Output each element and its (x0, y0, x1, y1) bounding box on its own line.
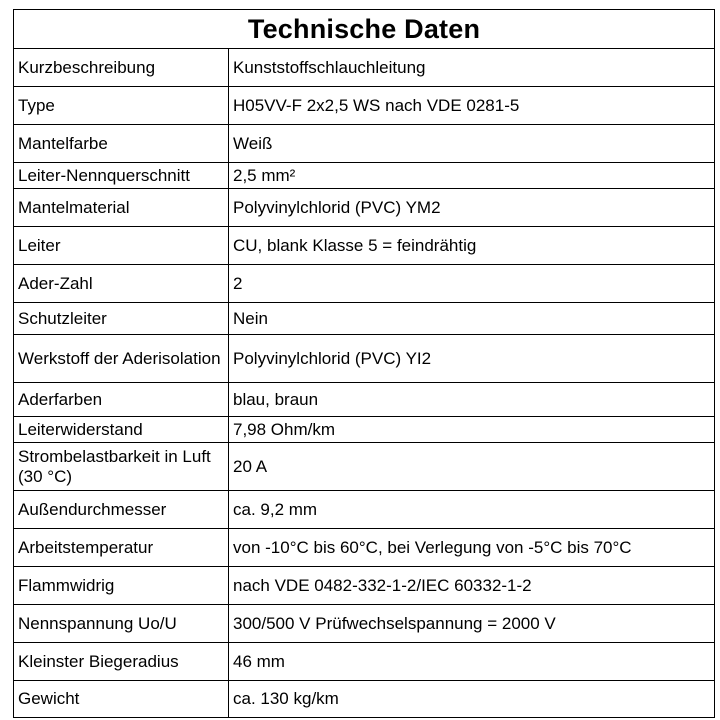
row-label: Leiterwiderstand (14, 417, 229, 443)
row-value: 2,5 mm² (229, 163, 715, 189)
table-row (14, 383, 715, 417)
table-row (14, 605, 715, 643)
row-value: von -10°C bis 60°C, bei Verlegung von -5°C bis 70°C (229, 529, 715, 567)
table-row (14, 643, 715, 681)
table-row (14, 125, 715, 163)
row-label: Arbeitstemperatur (14, 529, 229, 567)
row-label: Leiter (14, 227, 229, 265)
row-label: Ader-Zahl (14, 265, 229, 303)
row-value: Polyvinylchlorid (PVC) YM2 (229, 189, 715, 227)
table-row (14, 417, 715, 443)
table-row (14, 303, 715, 335)
table-row (14, 49, 715, 87)
row-value: Nein (229, 303, 715, 335)
row-value: CU, blank Klasse 5 = feindrähtig (229, 227, 715, 265)
row-value: Polyvinylchlorid (PVC) YI2 (229, 335, 715, 383)
row-label: Strombelastbarkeit in Luft (30 °C) (14, 443, 229, 491)
row-label: Gewicht (14, 681, 229, 718)
table-row (14, 443, 715, 491)
row-label: Nennspannung Uo/U (14, 605, 229, 643)
row-label: Aderfarben (14, 383, 229, 417)
row-value: H05VV-F 2x2,5 WS nach VDE 0281-5 (229, 87, 715, 125)
row-value: 300/500 V Prüfwechselspannung = 2000 V (229, 605, 715, 643)
row-label: Kleinster Biegeradius (14, 643, 229, 681)
row-label: Mantelmaterial (14, 189, 229, 227)
table-row (14, 491, 715, 529)
row-value: nach VDE 0482-332-1-2/IEC 60332-1-2 (229, 567, 715, 605)
table-row (14, 567, 715, 605)
row-value: 7,98 Ohm/km (229, 417, 715, 443)
row-value: ca. 130 kg/km (229, 681, 715, 718)
table-row (14, 335, 715, 383)
row-value: 20 A (229, 443, 715, 491)
row-value: Kunststoffschlauchleitung (229, 49, 715, 87)
table-row (14, 189, 715, 227)
table-row (14, 87, 715, 125)
table-title: Technische Daten (14, 10, 715, 49)
row-value: blau, braun (229, 383, 715, 417)
row-label: Leiter-Nennquerschnitt (14, 163, 229, 189)
row-value: 2 (229, 265, 715, 303)
row-label: Flammwidrig (14, 567, 229, 605)
row-label: Werkstoff der Aderisolation (14, 335, 229, 383)
row-value: ca. 9,2 mm (229, 491, 715, 529)
row-value: Weiß (229, 125, 715, 163)
row-label: Type (14, 87, 229, 125)
table-row (14, 163, 715, 189)
title-row (14, 10, 715, 49)
row-value: 46 mm (229, 643, 715, 681)
row-label: Außendurchmesser (14, 491, 229, 529)
row-label: Kurzbeschreibung (14, 49, 229, 87)
row-label: Schutzleiter (14, 303, 229, 335)
row-label: Mantelfarbe (14, 125, 229, 163)
table-row (14, 265, 715, 303)
specifications-table (13, 9, 715, 718)
table-row (14, 529, 715, 567)
table-row (14, 227, 715, 265)
table-row (14, 681, 715, 718)
